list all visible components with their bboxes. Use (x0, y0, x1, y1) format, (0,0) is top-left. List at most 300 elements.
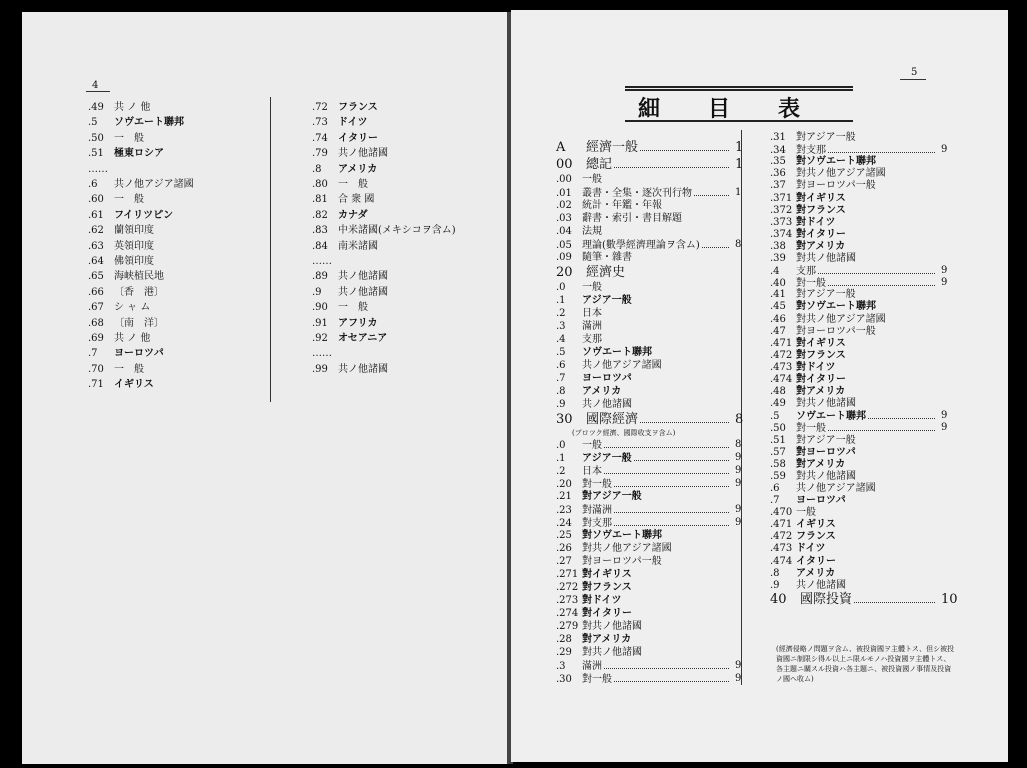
entry-code: .9 (556, 399, 566, 410)
index-entry (770, 507, 816, 519)
index-entry (556, 200, 662, 212)
index-entry (556, 452, 742, 465)
entry-code: .2 (556, 466, 566, 477)
entry-label: 一般 (796, 507, 816, 519)
entry-code: .8 (312, 163, 322, 175)
index-entry (770, 156, 876, 168)
entry-code: .45 (770, 301, 786, 313)
entry-code: .1 (556, 295, 566, 306)
entry-code: .80 (312, 179, 328, 190)
entry-code: .81 (312, 194, 328, 206)
entry-label: イタリー (796, 555, 836, 567)
leader-dots (828, 277, 935, 286)
index-entry (312, 364, 388, 376)
entry-code: 20 (556, 265, 573, 280)
entry-code: .28 (556, 634, 572, 645)
index-entry (88, 179, 194, 191)
right-page-number-rule (900, 79, 926, 80)
index-entry (556, 517, 742, 530)
entry-label: 佛領印度 (114, 256, 154, 267)
entry-label: 一 般 (338, 302, 368, 314)
entry-label: アメリカ (338, 163, 378, 175)
entry-label: 辭書・索引・書目解題 (582, 213, 682, 224)
index-entry (556, 265, 625, 280)
entry-label: 日本 (582, 466, 602, 477)
index-entry (770, 531, 836, 543)
entry-code: .472 (770, 349, 793, 361)
index-entry (556, 504, 742, 517)
entry-page: 9 (735, 478, 742, 489)
entry-code: .36 (770, 168, 786, 180)
entry-code: .371 (770, 192, 793, 204)
index-entry (770, 350, 846, 362)
entry-label: 對フランス (582, 582, 632, 593)
index-entry (88, 241, 154, 253)
entry-code: .49 (770, 398, 786, 410)
index-entry (556, 556, 662, 568)
entry-label: 對一般 (796, 278, 826, 290)
entry-code: .23 (556, 505, 572, 516)
index-entry (88, 194, 144, 206)
index-entry (556, 321, 602, 333)
entry-code: .84 (312, 240, 328, 252)
index-entry (770, 483, 876, 495)
index-entry (556, 582, 632, 594)
entry-code: .64 (88, 256, 104, 267)
leader-dots (614, 673, 729, 682)
index-entry (556, 439, 742, 452)
index-entry (770, 471, 856, 483)
entry-label: 對ヨーロツパ一般 (796, 325, 876, 337)
entry-code: .37 (770, 180, 786, 192)
leader-dots (614, 504, 729, 513)
left-page-number-rule (86, 91, 110, 92)
index-entry (770, 289, 856, 301)
index-entry (88, 164, 114, 176)
entry-code: .38 (770, 240, 786, 252)
entry-label: 共ノ他諸國 (338, 271, 388, 283)
index-entry (770, 580, 846, 592)
entry-code: .99 (312, 363, 328, 375)
entry-label: 對イギリス (796, 337, 846, 349)
entry-code: .46 (770, 313, 786, 325)
index-entry (312, 241, 378, 253)
entry-label: 支那 (582, 334, 602, 345)
entry-code: .3 (556, 321, 566, 332)
index-entry (88, 379, 154, 391)
entry-label: 法規 (582, 226, 602, 237)
index-entry (88, 318, 164, 330)
entry-page: 9 (735, 673, 742, 684)
entry-code: .20 (556, 479, 572, 490)
entry-code: .02 (556, 200, 572, 211)
entry-label: 極東ロシア (114, 148, 164, 160)
index-entry (88, 333, 150, 345)
entry-label: ヨーロツパ (114, 348, 164, 360)
entry-code: .7 (88, 348, 98, 360)
index-entry (88, 302, 150, 314)
entry-code: .2 (556, 308, 566, 319)
entry-code: .51 (88, 148, 104, 160)
entry-label: イタリー (338, 132, 378, 144)
entry-code: .21 (556, 491, 572, 502)
index-entry (88, 148, 164, 160)
entry-label: 對一般 (796, 423, 826, 435)
entry-label: 對ヨーロツパ (796, 446, 856, 458)
entry-label: 對イタリー (796, 228, 846, 240)
entry-label: 對アメリカ (796, 386, 846, 398)
entry-label: ドイツ (338, 117, 368, 129)
index-entry (88, 102, 150, 114)
entry-code: .57 (770, 446, 786, 458)
leader-dots (634, 452, 729, 461)
index-entry (556, 595, 622, 607)
entry-label: 〔南 洋〕 (114, 317, 164, 329)
entry-code: .6 (770, 482, 780, 494)
entry-code: .03 (556, 213, 572, 224)
entry-code: 30 (556, 412, 573, 427)
entry-code: 40 (770, 591, 787, 607)
index-entry (556, 252, 632, 264)
entry-code: .0 (556, 282, 566, 293)
entry-label: 經濟史 (586, 265, 626, 280)
index-entry (556, 157, 744, 172)
entry-page: 8 (735, 412, 744, 427)
entry-label: 一 般 (114, 132, 144, 144)
entry-code: .50 (88, 132, 104, 144)
leader-dots (614, 478, 729, 487)
leader-dots (702, 239, 729, 248)
entry-code: .47 (770, 325, 786, 337)
entry-code: .6 (556, 360, 566, 371)
index-entry (312, 318, 378, 330)
entry-code: .83 (312, 225, 328, 237)
entry-code: .471 (770, 519, 793, 531)
leader-dots (828, 422, 935, 431)
entry-code: .66 (88, 286, 104, 298)
entry-label: 對共ノ他アジア諸國 (582, 543, 672, 554)
index-entry (556, 491, 642, 503)
index-entry (88, 133, 144, 145)
leader-dots (868, 410, 935, 419)
index-entry (770, 374, 846, 386)
index-entry (88, 287, 164, 299)
entry-code: .9 (312, 286, 322, 298)
entry-code: .374 (770, 228, 793, 240)
entry-code: .50 (770, 423, 786, 435)
entry-label: ソヴエート聯邦 (582, 347, 652, 358)
index-entry (770, 556, 836, 568)
entry-code: .65 (88, 271, 104, 283)
entry-code: .274 (556, 608, 579, 619)
index-entry (556, 347, 652, 359)
entry-label: イギリス (114, 379, 154, 391)
leader-dots (604, 660, 729, 669)
index-entry (770, 229, 846, 241)
entry-page: 9 (941, 144, 948, 156)
entry-label: 對ソヴエート聯邦 (582, 530, 662, 541)
index-entry (312, 256, 338, 268)
entry-label: 一 般 (338, 179, 368, 190)
page-title: 細目表 (638, 96, 849, 122)
entry-code: .8 (556, 386, 566, 397)
index-entry (770, 265, 948, 278)
entry-code: .271 (556, 569, 579, 580)
index-entry (312, 117, 368, 129)
entry-code: .62 (88, 225, 104, 237)
entry-code: .31 (770, 132, 786, 143)
index-entry (770, 205, 846, 217)
entry-label: 共ノ他アジア諸國 (582, 360, 662, 371)
index-entry (556, 213, 682, 225)
index-entry (556, 660, 742, 673)
index-entry (770, 301, 876, 313)
entry-page: 1 (735, 157, 744, 172)
entry-code: .470 (770, 507, 793, 519)
index-entry (556, 673, 742, 686)
entry-label: 滿洲 (582, 321, 602, 332)
entry-code: 00 (556, 157, 573, 172)
entry-label: 〔香 港〕 (114, 286, 164, 298)
entry-code: .60 (88, 194, 104, 206)
entry-code: .474 (770, 374, 793, 385)
entry-code: .39 (770, 253, 786, 264)
entry-code: .29 (556, 647, 572, 658)
entry-label: 對アメリカ (796, 458, 846, 470)
entry-code: .67 (88, 302, 104, 314)
left-column-divider (270, 97, 271, 402)
index-entry (88, 117, 184, 129)
entry-label: 對アジア一般 (796, 434, 856, 446)
entry-code: .40 (770, 278, 786, 290)
entry-label: ヨーロツパ (582, 373, 632, 384)
entry-code: .7 (770, 495, 780, 506)
entry-label: 南米諸國 (338, 240, 378, 252)
index-entry (556, 634, 631, 646)
leader-dots (828, 144, 935, 153)
index-entry (556, 429, 675, 438)
entry-label: 對一般 (582, 674, 612, 685)
entry-label: 一般 (582, 440, 602, 451)
entry-page: 9 (941, 410, 948, 422)
index-entry (770, 326, 876, 338)
entry-label: 國際經濟 (586, 412, 639, 427)
index-entry (312, 287, 388, 299)
entry-label: フイリツピン (114, 209, 174, 221)
index-entry (88, 348, 164, 360)
entry-label: 滿洲 (582, 661, 602, 672)
entry-code: .92 (312, 333, 328, 344)
entry-code: .71 (88, 379, 104, 391)
leader-dots (854, 594, 935, 603)
entry-label: 對アジア一般 (582, 491, 642, 502)
entry-code: …… (312, 256, 332, 267)
entry-page: 9 (941, 277, 948, 289)
entry-code: .472 (770, 531, 793, 543)
entry-code: A (556, 140, 566, 155)
entry-label: シ ャ ム (114, 302, 151, 314)
entry-code: .91 (312, 317, 328, 329)
index-entry (556, 282, 602, 294)
index-entry (770, 398, 856, 410)
index-entry (556, 226, 602, 238)
index-entry (312, 333, 387, 345)
entry-code: .5 (556, 347, 566, 358)
entry-label: 共ノ他諸國 (338, 286, 388, 298)
entry-code: .27 (556, 556, 572, 567)
entry-label: 總記 (586, 157, 613, 172)
index-entry (556, 334, 602, 346)
entry-code: …… (88, 163, 108, 175)
entry-code: .4 (770, 266, 780, 278)
entry-label: 對アメリカ (796, 240, 846, 252)
index-entry (770, 591, 958, 607)
entry-label: 對フランス (796, 204, 846, 216)
entry-code: .372 (770, 204, 793, 216)
index-entry (770, 338, 846, 350)
leader-dots (614, 159, 729, 168)
entry-code: .30 (556, 674, 572, 685)
entry-code: .9 (770, 579, 780, 591)
entry-label: フランス (796, 531, 836, 543)
entry-label: 對ドイツ (582, 595, 622, 606)
index-entry (556, 386, 621, 398)
index-entry (770, 386, 845, 398)
entry-code: .82 (312, 209, 328, 221)
index-entry (312, 271, 388, 283)
entry-label: オセアニア (338, 333, 388, 344)
leader-dots (818, 265, 935, 274)
entry-code: .6 (88, 179, 98, 190)
index-entry (556, 647, 642, 659)
entry-label: 對アメリカ (582, 634, 632, 645)
entry-page: 10 (941, 591, 958, 607)
index-entry (556, 530, 662, 542)
entry-label: 對共ノ他諸國 (796, 253, 856, 264)
leader-dots (614, 517, 729, 526)
entry-label: 對一般 (582, 479, 612, 490)
entry-label: 對イタリー (796, 374, 846, 385)
index-entry (88, 256, 154, 268)
index-entry (88, 271, 164, 283)
entry-label: フランス (338, 102, 378, 113)
entry-label: 中米諸國(メキシコヲ含ム) (338, 225, 456, 237)
entry-label: 叢書・全集・逐次刊行物 (582, 188, 692, 199)
entry-code: .273 (556, 595, 579, 606)
entry-code: .41 (770, 289, 786, 301)
entry-label: 一般 (582, 282, 602, 293)
index-entry (770, 314, 886, 326)
entry-label: 對アジア一般 (796, 289, 856, 301)
entry-label: 統計・年鑑・年報 (582, 200, 662, 211)
index-entry (556, 187, 742, 200)
entry-label: 對ソヴエート聯邦 (796, 301, 876, 313)
entry-label: ドイツ (796, 543, 826, 555)
entry-label: アジア一般 (582, 295, 632, 306)
index-entry (556, 608, 632, 620)
entry-code: .471 (770, 337, 793, 349)
entry-label: 一般 (582, 174, 602, 185)
entry-code: .25 (556, 530, 572, 541)
entry-code: .05 (556, 240, 572, 251)
entry-label: アメリカ (582, 386, 622, 397)
entry-code: .63 (88, 240, 104, 252)
entry-label: 一 般 (114, 363, 144, 375)
index-entry (556, 239, 742, 252)
entry-label: 共 ノ 他 (114, 333, 151, 344)
index-entry (312, 148, 388, 160)
entry-code: .90 (312, 302, 328, 314)
entry-code: .01 (556, 188, 572, 199)
title-rule-top (625, 86, 853, 88)
index-entry (556, 399, 632, 411)
entry-code: .58 (770, 458, 786, 470)
index-entry (770, 217, 836, 229)
entry-label: 對共ノ他アジア諸國 (796, 313, 886, 325)
entry-label: 共ノ他諸國 (582, 399, 632, 410)
left-page-number: 4 (92, 80, 99, 91)
title-rule-bottom (625, 120, 853, 122)
entry-page: 9 (735, 504, 742, 515)
entry-page: 8 (735, 439, 742, 450)
entry-label: 共ノ他諸國 (338, 363, 388, 375)
entry-label: 對共ノ他諸國 (796, 398, 856, 410)
entry-label: 英領印度 (114, 240, 154, 252)
leader-dots (694, 187, 729, 196)
entry-label: 共ノ他アジア諸國 (114, 179, 194, 190)
entry-code: .0 (556, 440, 566, 451)
index-entry (556, 465, 742, 478)
entry-label: 共ノ他諸國 (338, 148, 388, 160)
entry-label: 隨筆・雜書 (582, 252, 632, 263)
index-entry (556, 478, 742, 491)
entry-label: 對滿洲 (582, 505, 612, 516)
entry-code: .72 (312, 102, 328, 113)
entry-label: 對ドイツ (796, 216, 836, 228)
index-entry (770, 193, 846, 205)
title-rule-top-2 (625, 89, 853, 91)
entry-code: .70 (88, 363, 104, 375)
entry-label: 對支那 (582, 518, 612, 529)
index-entry (770, 362, 836, 374)
leader-dots (640, 414, 729, 423)
entry-label: 對アジア一般 (796, 132, 856, 143)
index-entry (312, 133, 378, 145)
index-entry (770, 519, 836, 531)
index-entry (770, 241, 845, 253)
entry-code: .00 (556, 174, 572, 185)
entry-label: 對支那 (796, 145, 826, 157)
entry-code: .474 (770, 555, 793, 567)
index-entry (556, 308, 602, 320)
entry-code: .5 (88, 117, 98, 129)
entry-label: アジア一般 (582, 453, 632, 464)
entry-code: .61 (88, 209, 104, 221)
index-entry (770, 568, 835, 580)
entry-label: 對共ノ他アジア諸國 (796, 168, 886, 180)
entry-code: .68 (88, 317, 104, 329)
leader-dots (640, 142, 729, 151)
entry-code: .272 (556, 582, 579, 593)
leader-dots (604, 465, 729, 474)
entry-label: 對イタリー (582, 608, 632, 619)
entry-code: .473 (770, 361, 793, 373)
index-entry (556, 360, 662, 372)
entry-label: 合 衆 國 (338, 194, 375, 206)
entry-label: 對共ノ他諸國 (582, 621, 642, 632)
entry-label: アフリカ (338, 317, 378, 329)
entry-code: .1 (556, 453, 566, 464)
